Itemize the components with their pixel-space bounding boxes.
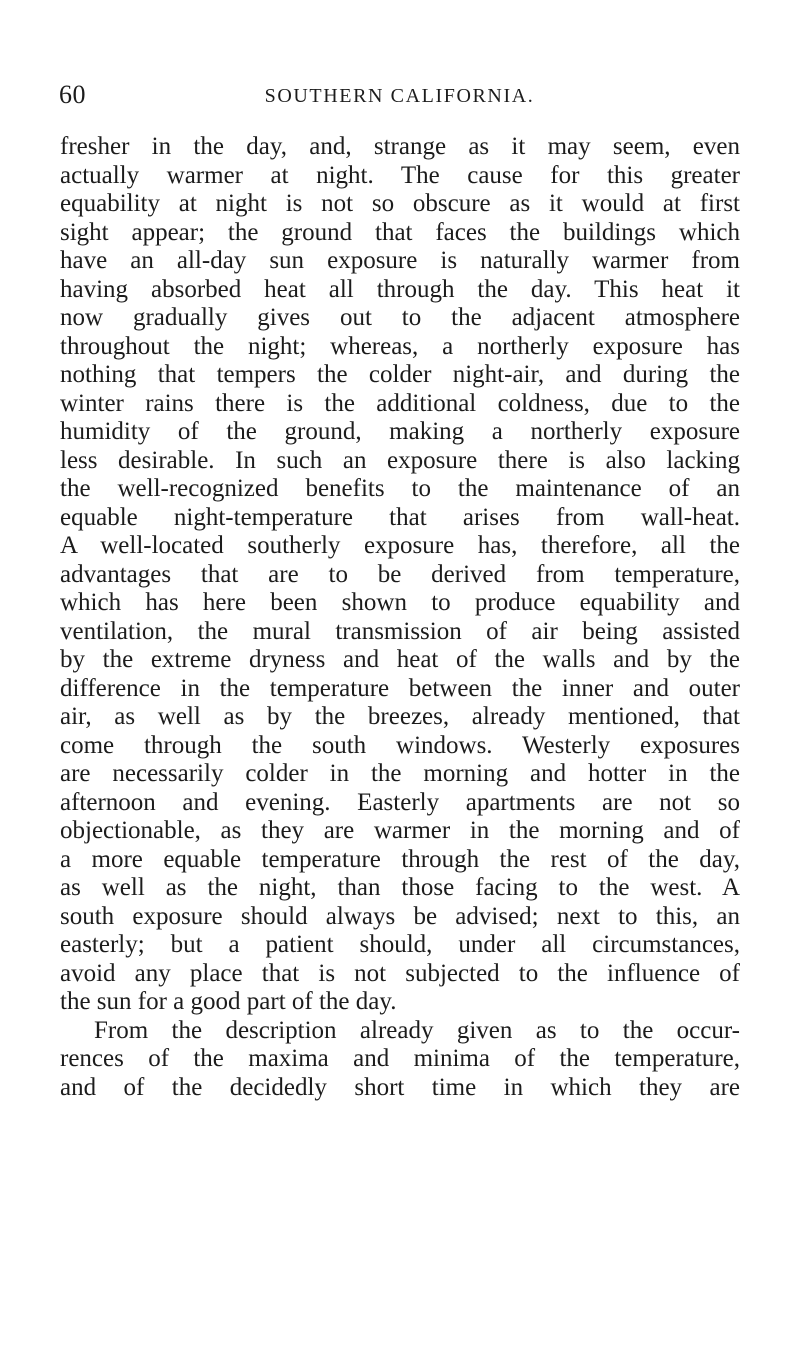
text-line: afternoon and evening. Easterly apartments are not so bbox=[60, 788, 740, 816]
text-line: actually warmer at night. The cause for this greater bbox=[60, 161, 740, 189]
text-line: sight appear; the ground that faces the buildings which bbox=[60, 218, 740, 246]
text-line: come through the south windows. Westerly exposures bbox=[60, 731, 740, 759]
text-line: winter rains there is the additional coldness, due to the bbox=[60, 389, 740, 417]
text-line: as well as the night, than those facing to the west. A bbox=[60, 874, 740, 901]
text-line: by the extreme dryness and heat of the walls and by the bbox=[60, 646, 740, 673]
text-line: objectionable, as they are warmer in the morning and of bbox=[60, 817, 740, 844]
text-line: throughout the night; whereas, a northerly exposure has bbox=[60, 332, 740, 360]
text-line: rences of the maxima and minima of the temperature, bbox=[60, 1045, 740, 1072]
text-line: humidity of the ground, making a northerly exposure bbox=[60, 418, 740, 445]
text-line: equability at night is not so obscure as it would at first bbox=[60, 190, 740, 217]
text-line: avoid any place that is not subjected to the influence of bbox=[60, 959, 740, 987]
text-line: fresher in the day, and, strange as it may seem, even bbox=[60, 133, 740, 160]
text-line: having absorbed heat all through the day. This heat it bbox=[60, 275, 740, 303]
page-number: 60 bbox=[59, 80, 86, 109]
text-line: difference in the temperature between the inner and outer bbox=[60, 674, 740, 702]
text-line: A well-located southerly exposure has, therefore, all the bbox=[60, 532, 740, 559]
text-line: have an all-day sun exposure is naturally warmer from bbox=[60, 247, 740, 274]
text-line: a more equable temperature through the rest of the day, bbox=[60, 845, 740, 873]
text-line: air, as well as by the breezes, already mentioned, that bbox=[60, 703, 740, 730]
text-line: advantages that are to be derived from temperature, bbox=[60, 560, 740, 588]
text-line: the well-recognized benefits to the maintenance of an bbox=[60, 475, 740, 502]
text-line: ventilation, the mural transmission of air being assisted bbox=[60, 617, 740, 645]
text-line: easterly; but a patient should, under all circumstances, bbox=[60, 931, 740, 958]
body-text bbox=[60, 133, 740, 1102]
text-line: From the description already given as to the occur- bbox=[94, 1016, 740, 1044]
running-head bbox=[59, 80, 740, 110]
text-line: less desirable. In such an exposure there is also lacking bbox=[60, 446, 740, 474]
text-line: the sun for a good part of the day. bbox=[60, 988, 397, 1015]
text-line: now gradually gives out to the adjacent atmosphere bbox=[60, 304, 740, 331]
text-line: are necessarily colder in the morning and hotter in the bbox=[60, 760, 740, 787]
running-title: SOUTHERN CALIFORNIA. bbox=[264, 85, 535, 107]
text-line: equable night-temperature that arises from wall-heat. bbox=[60, 503, 740, 531]
text-line: south exposure should always be advised; next to this, an bbox=[60, 902, 740, 930]
text-line: and of the decidedly short time in which they are bbox=[60, 1073, 740, 1101]
text-line: which has here been shown to produce equability and bbox=[60, 589, 740, 616]
text-line: nothing that tempers the colder night-air, and during the bbox=[60, 361, 740, 388]
